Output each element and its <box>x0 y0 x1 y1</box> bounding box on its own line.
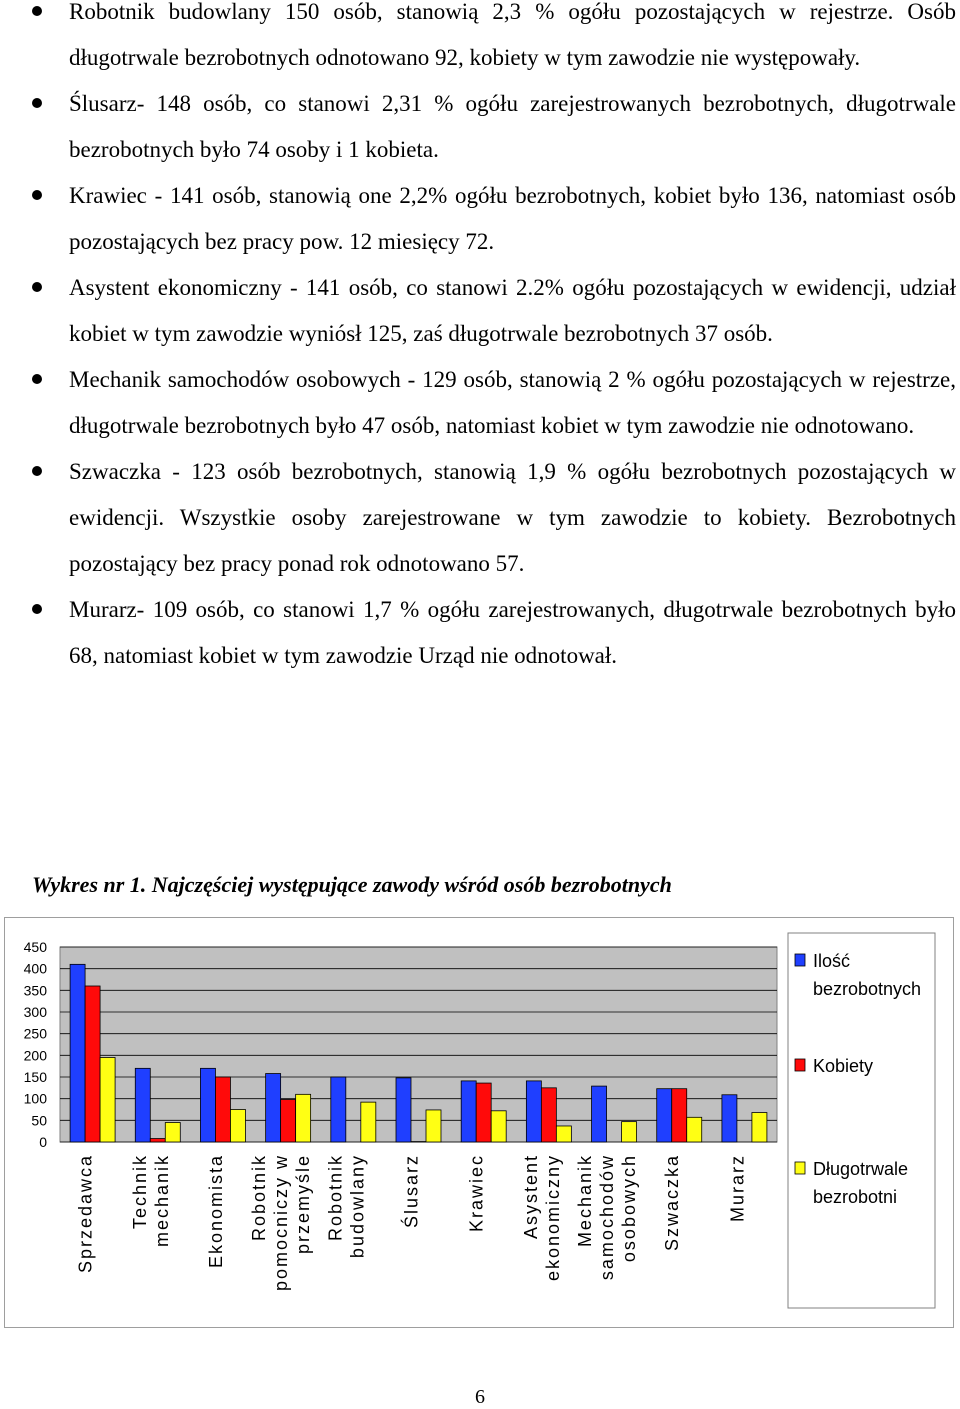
list-item-text: Krawiec - 141 osób, stanowią one 2,2% ogółu bezrobotnych, kobiet było 136, natomiast osób pozostających bez pracy pow. 12 miesięcy 72. <box>69 183 956 254</box>
list-item <box>0 587 960 679</box>
x-tick-label: Asystent <box>521 1154 541 1239</box>
bar <box>150 1139 165 1142</box>
legend-label: Kobiety <box>813 1056 873 1076</box>
list-item <box>0 173 960 265</box>
list-item <box>0 449 960 587</box>
chart-frame <box>4 917 954 1328</box>
bar <box>461 1081 476 1142</box>
x-tick-label: Robotnik <box>249 1154 269 1241</box>
bar <box>657 1089 672 1142</box>
bar <box>331 1077 346 1142</box>
x-tick-label: samochodów <box>597 1154 617 1280</box>
bullet-icon <box>32 6 42 16</box>
bar <box>296 1094 311 1142</box>
x-tick-label: Technik <box>130 1154 150 1229</box>
legend-label: Ilość <box>813 951 850 971</box>
y-tick-label: 100 <box>24 1091 48 1107</box>
legend-label: Długotrwale <box>813 1159 908 1179</box>
bullet-icon <box>32 282 42 292</box>
bar <box>135 1068 150 1142</box>
bar <box>687 1117 702 1142</box>
bar <box>165 1123 180 1143</box>
y-tick-label: 250 <box>24 1026 48 1042</box>
list-item-text: Szwaczka - 123 osób bezrobotnych, stanowią 1,9 % ogółu bezrobotnych pozostających w ewidencji. Wszystkie osoby zarejestrowane w tym zawodzie to kobiety. Bezrobotnych pozostający bez pracy ponad rok odnotowano 57. <box>69 459 956 576</box>
bar <box>426 1110 441 1142</box>
x-tick-label: Mechanik <box>575 1154 595 1247</box>
bar <box>752 1113 767 1142</box>
x-tick-label: pomocniczy w <box>271 1154 291 1291</box>
y-tick-label: 50 <box>31 1112 47 1128</box>
bar <box>215 1077 230 1142</box>
bar <box>526 1081 541 1142</box>
bar <box>622 1122 637 1142</box>
bar <box>361 1102 376 1142</box>
bar-chart <box>5 918 953 1327</box>
bullet-icon <box>32 466 42 476</box>
bar <box>70 964 85 1142</box>
list-item-text: Robotnik budowlany 150 osób, stanowią 2,3 % ogółu pozostających w rejestrze. Osób długotrwale bezrobotnych odnotowano 92, kobiety w tym zawodzie nie występowały. <box>69 0 956 70</box>
page-number: 6 <box>0 1386 960 1409</box>
legend-swatch <box>795 954 805 966</box>
y-tick-label: 300 <box>24 1004 48 1020</box>
list-item-text: Mechanik samochodów osobowych - 129 osób, stanowią 2 % ogółu pozostających w rejestrze, długotrwale bezrobotnych było 47 osób, natomiast kobiet w tym zawodzie nie odnotowano. <box>69 367 956 438</box>
bar <box>476 1083 491 1142</box>
bullet-icon <box>32 190 42 200</box>
bullet-icon <box>32 604 42 614</box>
legend-swatch <box>795 1162 805 1174</box>
bar <box>672 1089 687 1142</box>
bar <box>722 1095 737 1142</box>
y-tick-label: 450 <box>24 939 48 955</box>
bar <box>200 1068 215 1142</box>
bullet-icon <box>32 374 42 384</box>
x-tick-label: Sprzedawca <box>76 1154 96 1273</box>
y-tick-label: 400 <box>24 961 48 977</box>
bar <box>266 1074 281 1142</box>
bullet-icon <box>32 98 42 108</box>
bar <box>85 986 100 1142</box>
bar <box>396 1078 411 1142</box>
list-item <box>0 0 960 81</box>
x-tick-label: Ekonomista <box>206 1154 226 1268</box>
legend-label: bezrobotni <box>813 1187 897 1207</box>
x-tick-label: Robotnik <box>325 1154 345 1241</box>
list-item <box>0 265 960 357</box>
x-tick-label: Ślusarz <box>401 1154 422 1228</box>
x-tick-label: Krawiec <box>467 1154 487 1232</box>
list-item <box>0 357 960 449</box>
legend-swatch <box>795 1059 805 1071</box>
bar <box>230 1110 245 1143</box>
x-tick-label: osobowych <box>619 1154 639 1262</box>
x-tick-label: Murarz <box>727 1154 747 1222</box>
x-tick-label: przemyśle <box>293 1154 313 1254</box>
bar <box>556 1126 571 1142</box>
x-tick-label: ekonomiczny <box>543 1154 563 1281</box>
list-item-text: Asystent ekonomiczny - 141 osób, co stanowi 2.2% ogółu pozostających w ewidencji, udział kobiet w tym zawodzie wyniósł 125, zaś długotrwale bezrobotnych 37 osób. <box>69 275 956 346</box>
list-item-text: Murarz- 109 osób, co stanowi 1,7 % ogółu zarejestrowanych, długotrwale bezrobotnych było 68, natomiast kobiet w tym zawodzie Urząd nie odnotował. <box>69 597 956 668</box>
bar <box>592 1086 607 1142</box>
y-tick-label: 150 <box>24 1069 48 1085</box>
legend-label: bezrobotnych <box>813 979 921 999</box>
bar <box>100 1058 115 1143</box>
x-tick-label: budowlany <box>347 1154 367 1258</box>
x-tick-label: mechanik <box>152 1154 172 1247</box>
y-tick-label: 350 <box>24 982 48 998</box>
x-tick-label: Szwaczka <box>662 1154 682 1251</box>
list-item-text: Ślusarz- 148 osób, co stanowi 2,31 % ogółu zarejestrowanych bezrobotnych, długotrwale bezrobotnych było 74 osoby i 1 kobieta. <box>69 91 956 162</box>
bar <box>491 1111 506 1142</box>
bar <box>281 1100 296 1142</box>
bar <box>541 1088 556 1142</box>
y-tick-label: 200 <box>24 1047 48 1063</box>
bullet-list <box>0 0 960 679</box>
y-tick-label: 0 <box>39 1134 47 1150</box>
list-item <box>0 81 960 173</box>
chart-caption: Wykres nr 1. Najczęściej występujące zawody wśród osób bezrobotnych <box>32 872 672 898</box>
